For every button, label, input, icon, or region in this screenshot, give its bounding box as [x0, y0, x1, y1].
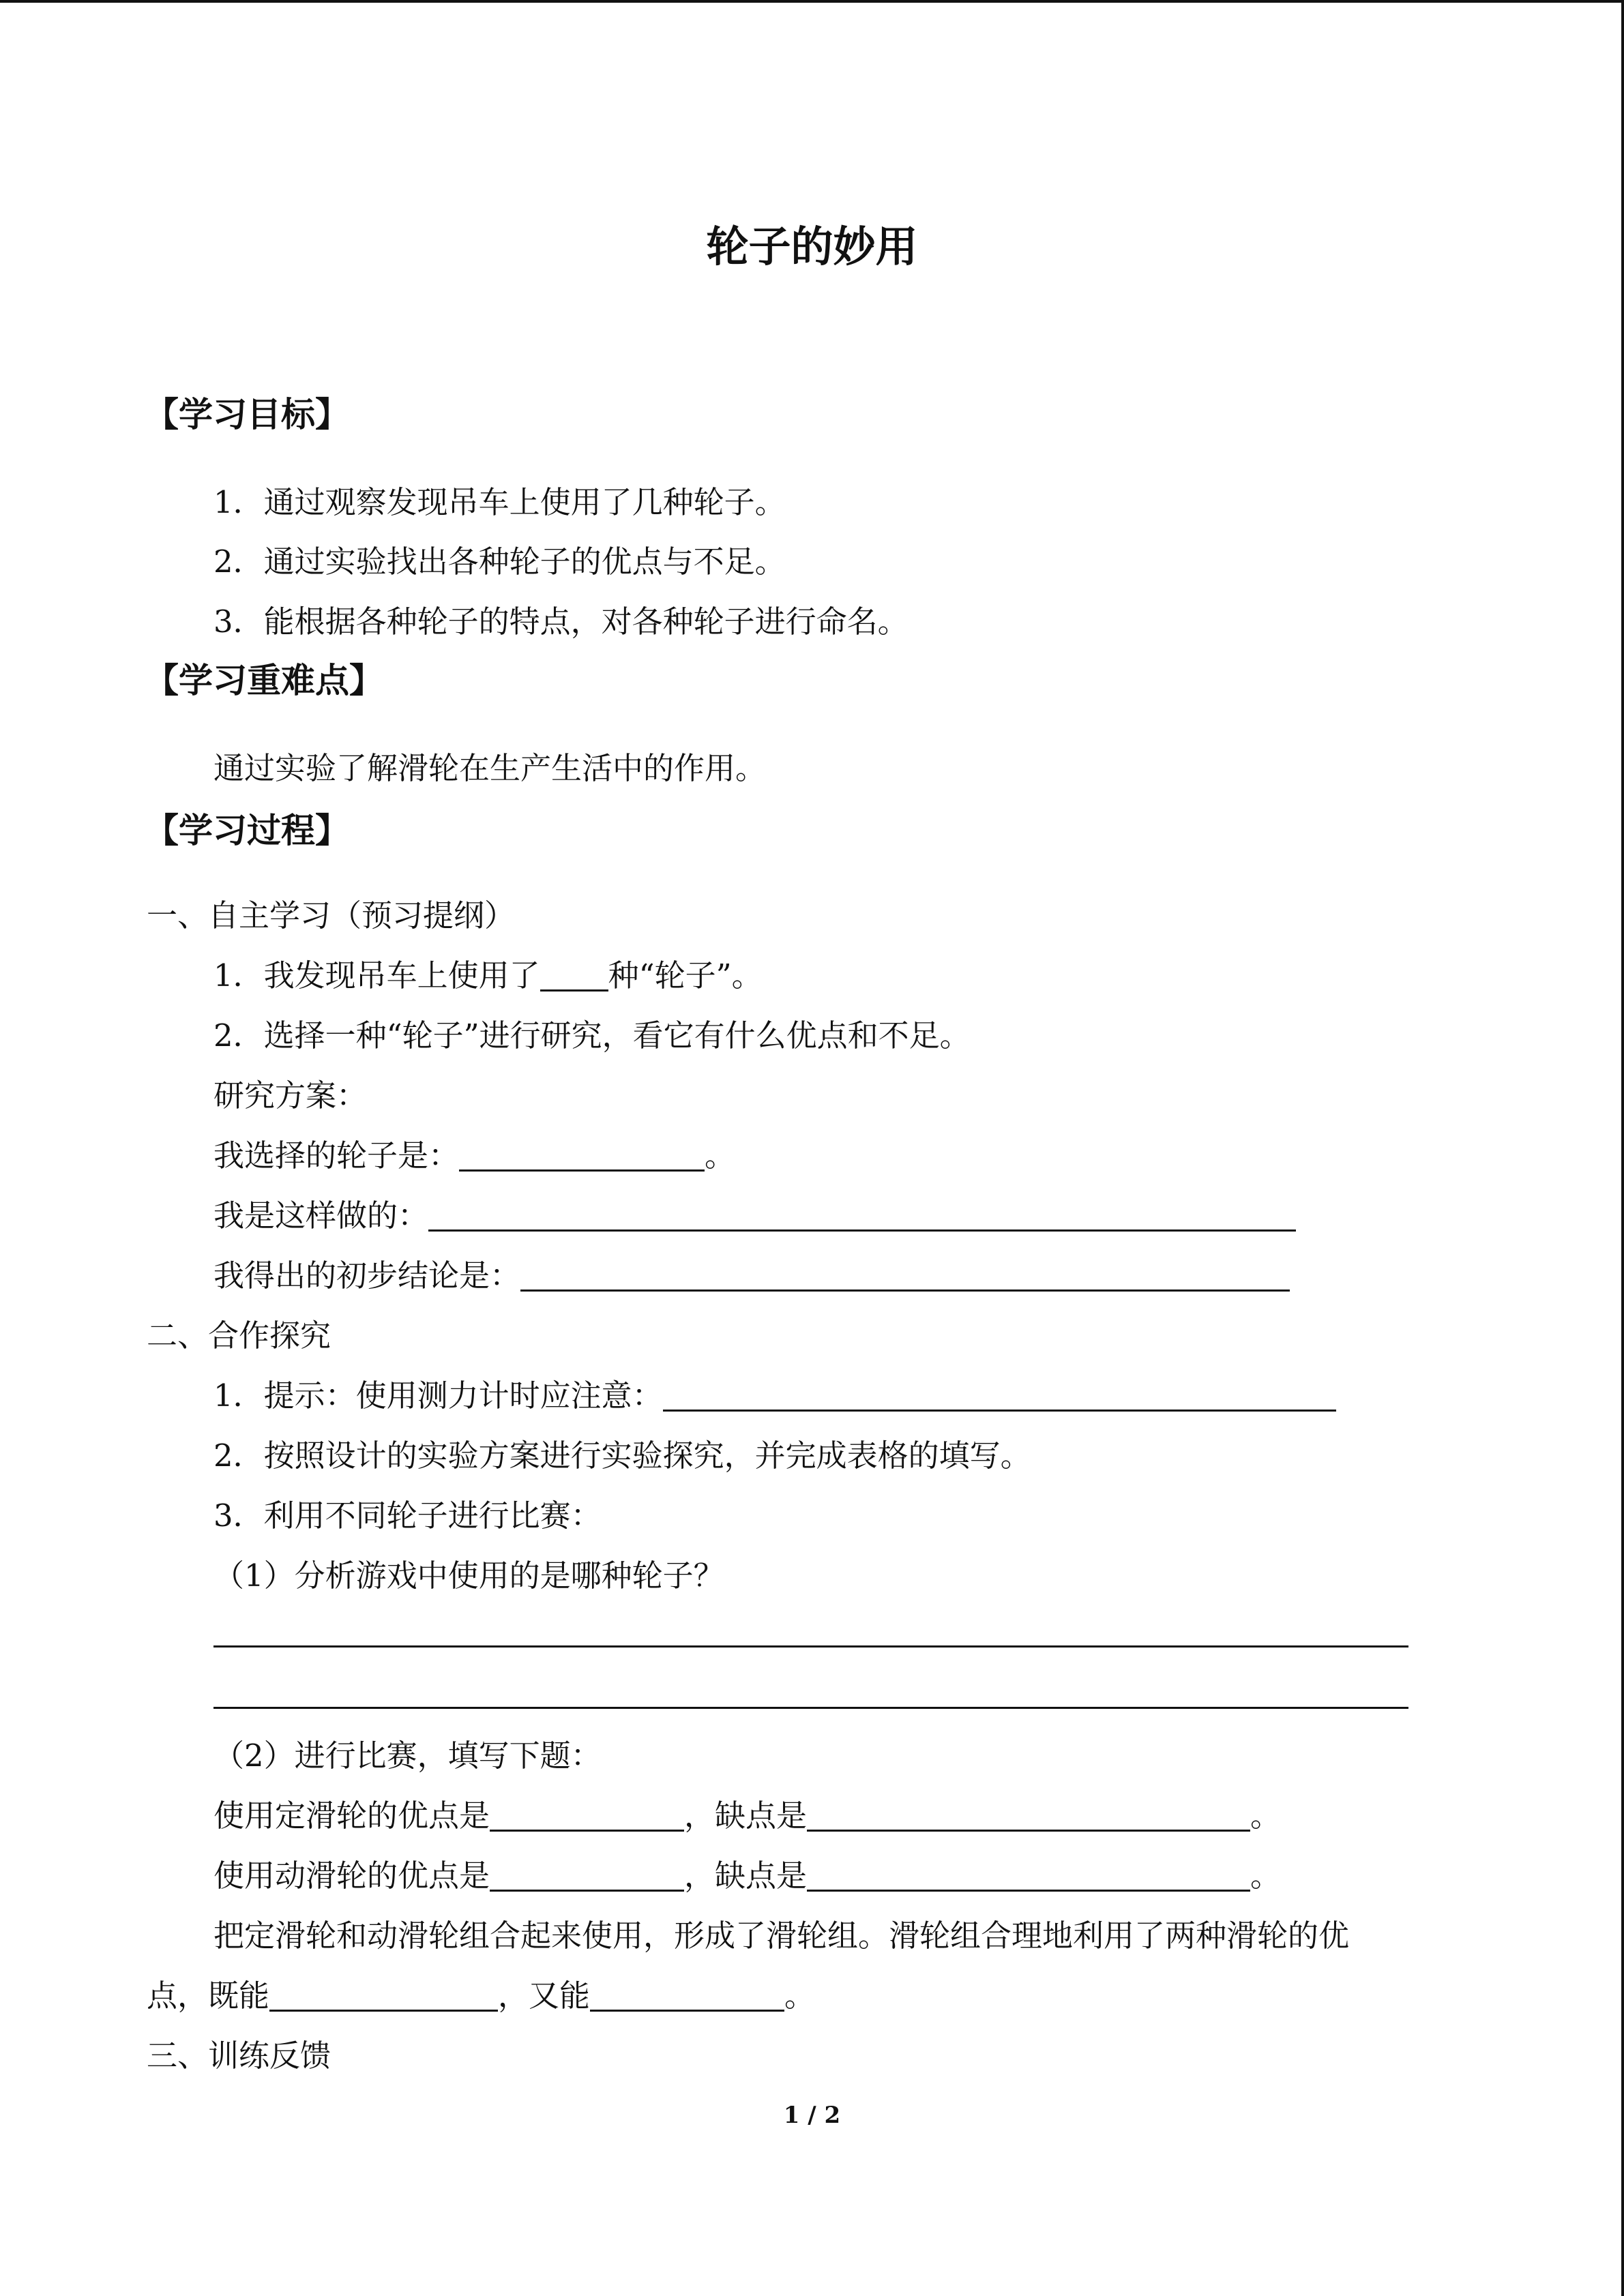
part2-question-2: 2．按照设计的实验方案进行实验探究，并完成表格的填写。 — [213, 1437, 1031, 1474]
part1-q1-text-b: 种“轮子”。 — [608, 957, 763, 994]
part2-question-3: 3．利用不同轮子进行比赛： — [213, 1497, 602, 1534]
chosen-wheel-line — [213, 1131, 735, 1175]
pulley-block-paragraph-line-1: 把定滑轮和动滑轮组合起来使用，形成了滑轮组。滑轮组合理地利用了两种滑轮的优 — [213, 1918, 1350, 1954]
method-label: 我是这样做的： — [213, 1197, 429, 1234]
conclusion-blank — [520, 1259, 1290, 1292]
key-points-text: 通过实验了解滑轮在生产生活中的作用。 — [213, 750, 767, 786]
research-plan-label: 研究方案： — [213, 1077, 368, 1114]
movable-pulley-end: 。 — [1250, 1858, 1282, 1894]
goal-item-2: 2．通过实验找出各种轮子的优点与不足。 — [213, 543, 786, 580]
fixed-pulley-line — [213, 1791, 1281, 1835]
movable-pulley-disadvantage-blank — [807, 1859, 1250, 1892]
key-points-heading: 【学习重难点】 — [145, 660, 383, 700]
chosen-wheel-blank — [459, 1139, 705, 1172]
answer-line-2 — [213, 1707, 1408, 1709]
page-border-right — [1621, 0, 1624, 2296]
part2-sub-question-1: （1）分析游戏中使用的是哪种轮子？ — [213, 1557, 724, 1594]
movable-pulley-text-b: ，缺点是 — [684, 1858, 808, 1894]
movable-pulley-line — [213, 1851, 1281, 1895]
fixed-pulley-end: 。 — [1250, 1798, 1282, 1834]
part3-heading: 三、训练反馈 — [147, 2038, 331, 2074]
part1-question-2: 2．选择一种“轮子”进行研究，看它有什么优点和不足。 — [213, 1017, 971, 1054]
part2-sub-question-2: （2）进行比赛，填写下题： — [213, 1738, 602, 1774]
movable-pulley-text-a: 使用动滑轮的优点是 — [213, 1858, 490, 1894]
goal-item-1: 1．通过观察发现吊车上使用了几种轮子。 — [213, 484, 786, 520]
page-title: 轮子的妙用 — [706, 222, 918, 271]
fixed-pulley-text-a: 使用定滑轮的优点是 — [213, 1798, 490, 1834]
fixed-pulley-disadvantage-blank — [807, 1799, 1250, 1832]
conclusion-line — [213, 1251, 1290, 1295]
method-blank — [428, 1199, 1296, 1232]
page-border-top — [0, 0, 1624, 3]
goal-item-3: 3．能根据各种轮子的特点，对各种轮子进行命名。 — [213, 603, 909, 640]
answer-line-1 — [213, 1645, 1408, 1648]
part1-question-1 — [213, 951, 763, 995]
process-heading: 【学习过程】 — [145, 810, 349, 850]
part2-heading: 二、合作探究 — [147, 1317, 331, 1354]
part1-q1-blank — [540, 959, 608, 992]
page-number: 1 / 2 — [783, 2102, 841, 2129]
fixed-pulley-advantage-blank — [490, 1799, 684, 1832]
pulley-block-blank-2 — [590, 1979, 784, 2012]
pulley-block-text-b: ，又能 — [498, 1978, 591, 2014]
part2-question-1 — [213, 1371, 1336, 1415]
pulley-block-text-a: 点，既能 — [147, 1978, 270, 2014]
chosen-wheel-end: 。 — [705, 1137, 736, 1174]
fixed-pulley-text-b: ，缺点是 — [684, 1798, 808, 1834]
part2-q1-blank — [663, 1379, 1336, 1412]
part1-q1-text-a: 1．我发现吊车上使用了 — [213, 957, 540, 994]
pulley-block-blank-1 — [269, 1979, 498, 2012]
method-line — [213, 1191, 1296, 1235]
pulley-block-end: 。 — [784, 1978, 816, 2014]
chosen-wheel-label: 我选择的轮子是： — [213, 1137, 460, 1174]
conclusion-label: 我得出的初步结论是： — [213, 1257, 521, 1294]
part2-q1-text: 1．提示：使用测力计时应注意： — [213, 1377, 663, 1414]
goals-heading: 【学习目标】 — [145, 394, 349, 434]
part1-heading: 一、自主学习（预习提纲） — [147, 897, 516, 934]
pulley-block-paragraph-line-2 — [147, 1971, 815, 2015]
movable-pulley-advantage-blank — [490, 1859, 684, 1892]
